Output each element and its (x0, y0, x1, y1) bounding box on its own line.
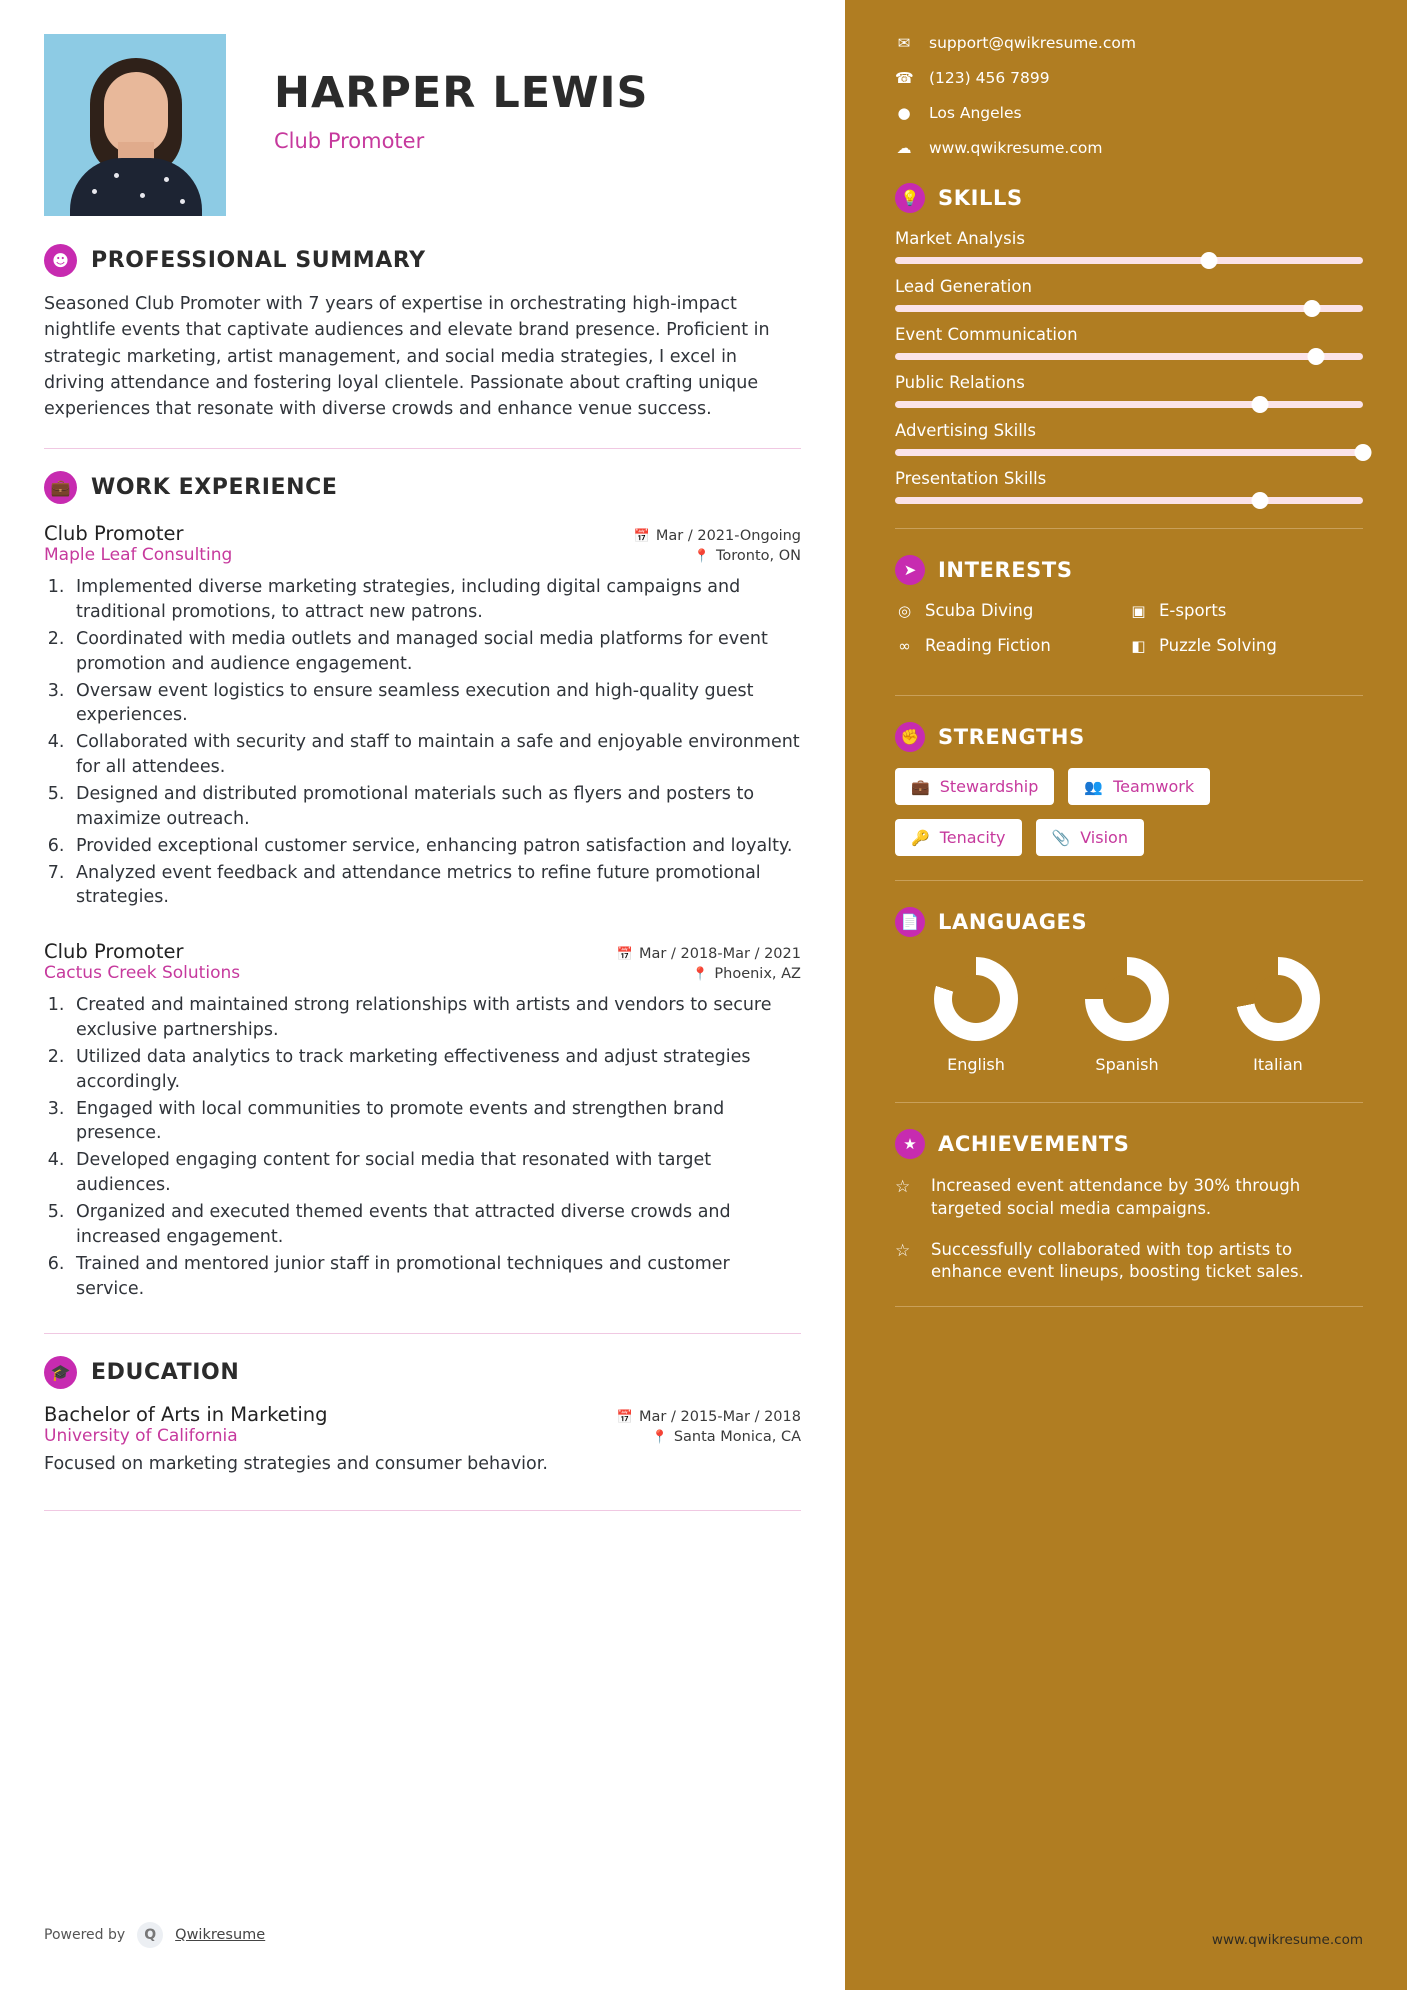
calendar-icon: 📅 (616, 1410, 634, 1426)
skill-knob[interactable] (1200, 252, 1217, 269)
divider (895, 1306, 1363, 1307)
skill-track (895, 497, 1363, 504)
list-item: 2. Coordinated with media outlets and managed social media platforms for event promotion and audience engagement. (70, 627, 801, 677)
skill-item: Public Relations (895, 373, 1363, 408)
section-interests (895, 555, 1363, 696)
job-location: 📍 Phoenix, AZ (692, 966, 801, 983)
education-item (44, 1403, 801, 1474)
divider (44, 1510, 801, 1511)
award-star-icon: ☆ (895, 1177, 911, 1197)
section-title-education: EDUCATION (91, 1360, 240, 1386)
award-star-icon: ☆ (895, 1240, 911, 1261)
left-footer (44, 1922, 801, 1948)
calendar-icon: 📅 (633, 529, 650, 545)
contact-email[interactable]: ✉ support@qwikresume.com (895, 34, 1363, 52)
list-item: 1. Created and maintained strong relationships with artists and vendors to secure exclusive partnerships. (70, 993, 801, 1043)
language-donut (1236, 957, 1320, 1041)
powered-by-label: Powered by (44, 1927, 126, 1943)
glasses-icon: ∞ (898, 636, 911, 655)
skill-item: Event Communication (895, 325, 1363, 360)
job-company: Cactus Creek Solutions (44, 963, 241, 984)
contact-website[interactable]: ☁ www.qwikresume.com (896, 139, 1103, 157)
graduation-cap-icon: 🎓 (44, 1356, 77, 1389)
section-title-summary: PROFESSIONAL SUMMARY (91, 248, 426, 273)
right-column (845, 0, 1407, 1990)
star-badge-icon: ★ (895, 1129, 925, 1159)
team-icon: 👥 (1084, 777, 1104, 796)
location-pin-icon: 📍 (693, 549, 710, 565)
globe-icon: ☁ (896, 139, 912, 157)
skill-item: Advertising Skills (895, 421, 1363, 456)
section-title-achievements: ACHIEVEMENTS (938, 1132, 1130, 1156)
list-item: 3. Engaged with local communities to promote events and strengthen brand presence. (70, 1097, 801, 1147)
job-role: Club Promoter (274, 129, 425, 154)
language-item: Italian (1203, 957, 1353, 1074)
skill-knob[interactable] (1308, 348, 1325, 365)
education-location: 📍 Santa Monica, CA (651, 1429, 801, 1446)
language-item: Spanish (1052, 957, 1202, 1074)
achievement-item: ☆ Increased event attendance by 30% through targeted social media campaigns. (895, 1175, 1363, 1221)
section-languages (895, 907, 1363, 1103)
divider (895, 695, 1363, 696)
divider (895, 880, 1363, 881)
strength-badge: 💼 Stewardship (895, 768, 1054, 805)
strength-badge: 🔑 Tenacity (895, 819, 1022, 856)
skill-item: Market Analysis (895, 229, 1363, 264)
divider (895, 1102, 1363, 1103)
list-item: 5. Designed and distributed promotional materials such as flyers and posters to maximize outreach. (70, 782, 801, 832)
skill-item: Presentation Skills (895, 469, 1363, 504)
list-item: 4. Developed engaging content for social media that resonated with target audiences. (70, 1148, 801, 1198)
section-title-skills: SKILLS (938, 186, 1023, 210)
list-item: 1. Implemented diverse marketing strategies, including digital campaigns and traditional promotions, to attract new patrons. (70, 575, 801, 625)
skill-knob[interactable] (1355, 444, 1372, 461)
lightbulb-icon: 💡 (895, 183, 925, 213)
esports-icon: ▣ (1131, 601, 1146, 620)
section-education (44, 1356, 801, 1511)
divider (895, 528, 1363, 529)
contact-phone[interactable]: ☎ (123) 456 7899 (895, 69, 1050, 87)
interest-item: ◎ Scuba Diving (895, 601, 1129, 620)
summary-text: Seasoned Club Promoter with 7 years of expertise in orchestrating high-impact nightlife events that captivate audiences and elevate brand presence. Proficient in strategic marketing, artist management, and social media strategies, I excel in driving attendance and fostering loyal clientele. Passionate about crafting unique experiences that resonate with diverse crowds and enhance venue success. (44, 294, 770, 419)
interest-item: ◧ Puzzle Solving (1129, 636, 1363, 655)
skill-track (895, 257, 1363, 264)
education-note: Focused on marketing strategies and consumer behavior. (44, 1454, 548, 1475)
section-title-work: WORK EXPERIENCE (91, 475, 338, 501)
profile-photo (44, 34, 226, 216)
strength-badge: 📎 Vision (1036, 819, 1144, 856)
location-pin-icon: 📍 (651, 1430, 668, 1446)
list-item: 5. Organized and executed themed events that attracted diverse crowds and increased engagement. (70, 1200, 801, 1250)
skill-knob[interactable] (1303, 300, 1320, 317)
page-title: HARPER LEWIS (274, 68, 649, 118)
divider (44, 1333, 801, 1334)
section-work-experience (44, 471, 801, 1334)
website-footer: www.qwikresume.com (1211, 1932, 1363, 1948)
job-dates: 📅 Mar / 2018-Mar / 2021 (616, 946, 801, 963)
strength-badge: 👥 Teamwork (1068, 768, 1210, 805)
skill-track (895, 449, 1363, 456)
job-dates: 📅 Mar / 2021-Ongoing (633, 528, 801, 545)
list-item: 4. Collaborated with security and staff to maintain a safe and enjoyable environment for all attendees. (70, 730, 801, 780)
list-item: 6. Provided exceptional customer service, enhancing patron satisfaction and loyalty. (70, 834, 801, 859)
skill-item: Lead Generation (895, 277, 1363, 312)
section-title-interests: INTERESTS (938, 558, 1073, 582)
location-pin-icon: ● (897, 104, 911, 122)
puzzle-icon: ◧ (1131, 636, 1146, 655)
qwikresume-logo-icon: Q (137, 1922, 163, 1948)
fist-icon: ✊ (895, 722, 925, 752)
skill-knob[interactable] (1252, 396, 1269, 413)
list-item: 6. Trained and mentored junior staff in promotional techniques and customer service. (70, 1252, 801, 1302)
job-company: Maple Leaf Consulting (44, 545, 233, 566)
location-pin-icon: 📍 (692, 967, 709, 983)
resume-header (44, 34, 801, 216)
name-block (226, 34, 649, 153)
section-title-strengths: STRENGTHS (938, 725, 1085, 749)
id-card-icon: 📄 (895, 907, 925, 937)
list-item: 3. Oversaw event logistics to ensure seamless execution and high-quality guest experiences. (70, 679, 801, 729)
school-name: University of California (44, 1426, 238, 1447)
work-item (44, 940, 801, 1301)
phone-icon: ☎ (895, 69, 914, 87)
section-professional-summary (44, 244, 801, 449)
contact-location: ● Los Angeles (895, 104, 1363, 122)
work-item (44, 522, 801, 910)
degree-title: Bachelor of Arts in Marketing (44, 1403, 328, 1427)
interest-item: ∞ Reading Fiction (895, 636, 1129, 655)
key-icon: 🔑 (911, 828, 930, 847)
language-item: English (901, 957, 1051, 1074)
achievement-item: ☆ Successfully collaborated with top artists to enhance event lineups, boosting ticket sales. (895, 1239, 1363, 1285)
job-bullets (70, 575, 801, 910)
divider (44, 448, 801, 449)
skill-knob[interactable] (1252, 492, 1269, 509)
list-item: 2. Utilized data analytics to track marketing effectiveness and adjust strategies accordingly. (70, 1045, 801, 1095)
education-dates: 📅 Mar / 2015-Mar / 2018 (616, 1409, 801, 1426)
job-title: Club Promoter (44, 940, 184, 964)
job-location: 📍 Toronto, ON (693, 548, 801, 565)
section-title-languages: LANGUAGES (938, 910, 1088, 934)
skill-track (895, 401, 1363, 408)
paper-plane-icon: ➤ (895, 555, 925, 585)
section-achievements (895, 1129, 1363, 1307)
envelope-icon: ✉ (897, 34, 911, 52)
interest-item: ▣ E-sports (1129, 601, 1363, 620)
user-icon: ☻ (44, 244, 77, 277)
skill-track (895, 305, 1363, 312)
briefcase-icon: 💼 (44, 471, 77, 504)
section-skills (895, 183, 1363, 529)
contact-list (895, 34, 1363, 157)
scuba-icon: ◎ (897, 601, 912, 620)
section-strengths (895, 722, 1363, 881)
job-bullets (70, 993, 801, 1301)
language-donut (934, 957, 1018, 1041)
job-title: Club Promoter (44, 522, 184, 546)
briefcase-icon: 💼 (911, 777, 930, 796)
skill-track (895, 353, 1363, 360)
calendar-icon: 📅 (616, 947, 634, 963)
list-item: 7. Analyzed event feedback and attendance metrics to refine future promotional strategies. (70, 861, 801, 911)
qwikresume-link[interactable]: Qwikresume (175, 1927, 266, 1943)
binoculars-icon: 📎 (1051, 828, 1071, 847)
language-donut (1085, 957, 1169, 1041)
